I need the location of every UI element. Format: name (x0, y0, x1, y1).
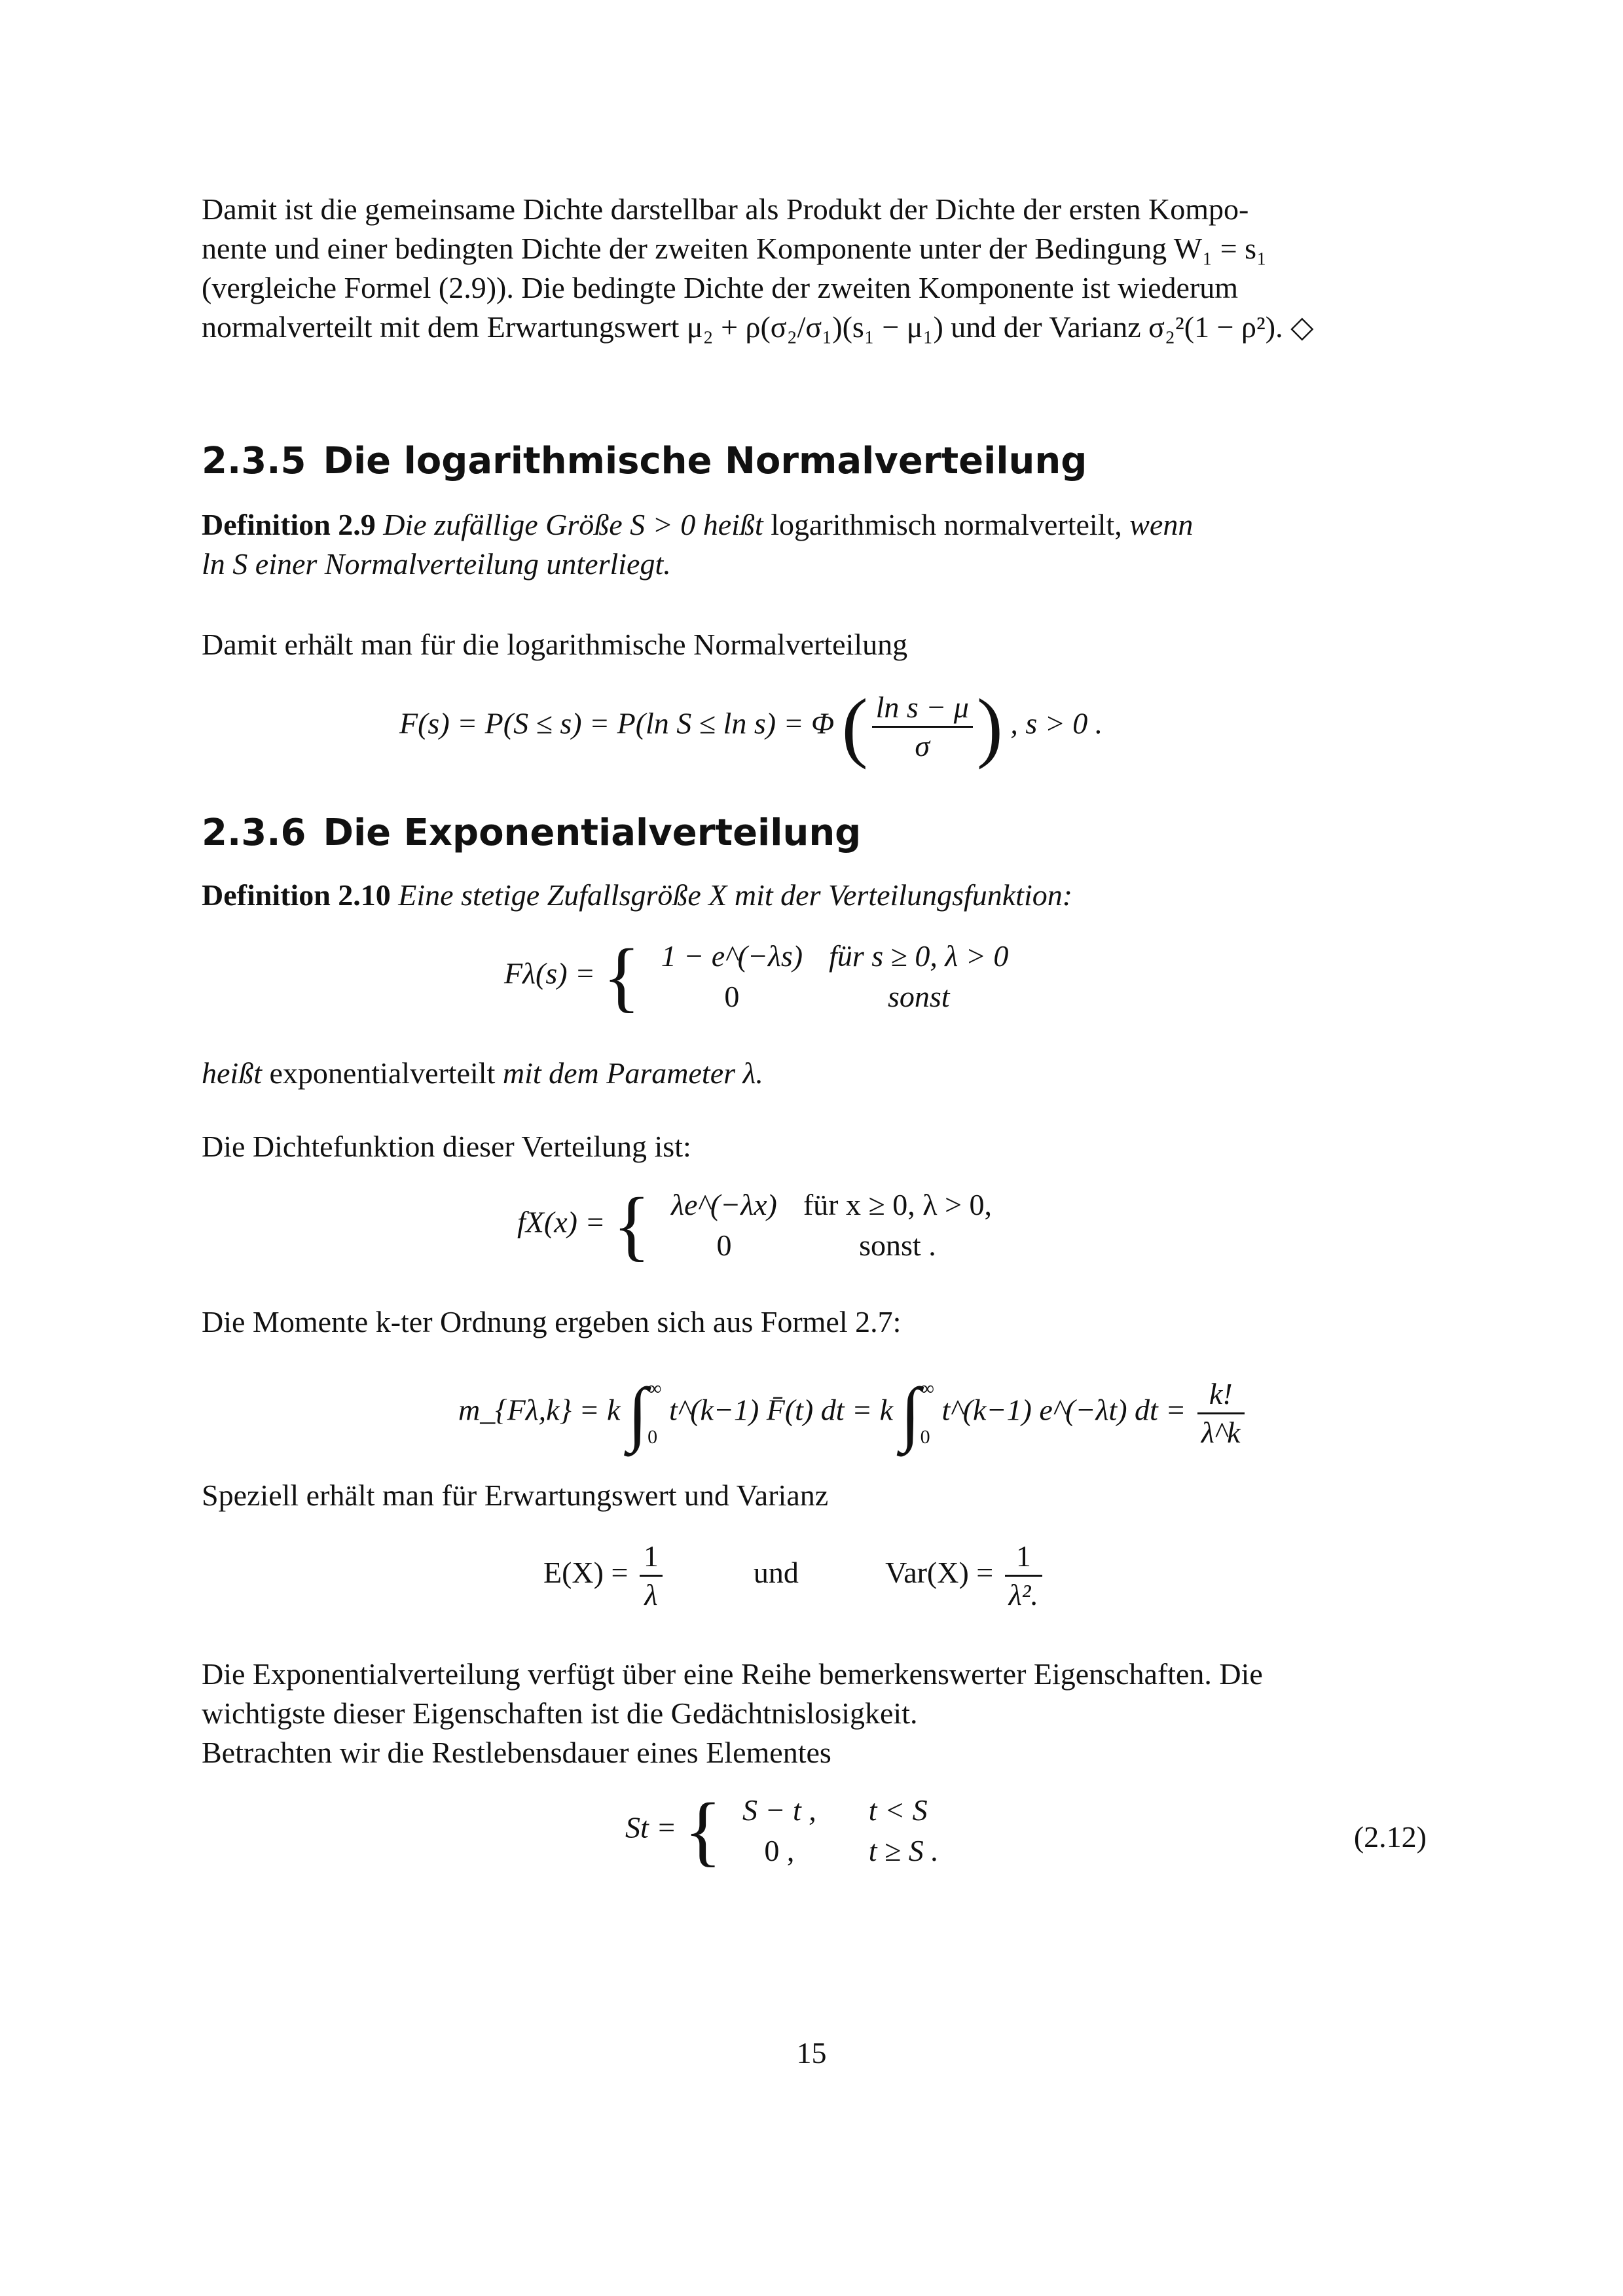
formula-left: F(s) = P(S ≤ s) = P(ln S ≤ ln s) = Φ (399, 706, 835, 740)
intro-line: normalverteilt mit dem Erwartungswert μ₂ + ρ(σ₂/σ₁)(s₁ − μ₁) und der Varianz σ₂²(1 − ρ²). ◇ (202, 310, 1314, 344)
integral-icon: ∫ (900, 1373, 921, 1453)
formula-right: , s > 0 . (1010, 706, 1103, 740)
fraction (640, 1538, 663, 1613)
definition-label: Definition 2.9 (202, 508, 376, 541)
paragraph-line: Die Exponentialverteilung verfügt über eine Reihe bemerkenswerter Eigenschaften. Die (202, 1657, 1263, 1691)
paragraph-line: Speziell erhält man für Erwartungswert und Varianz (202, 1479, 829, 1512)
fraction-numerator: k! (1197, 1376, 1245, 1414)
definition-text: Eine stetige Zufallsgröße X mit der Verteilungsfunktion: (398, 878, 1073, 912)
definition-2-9 (202, 505, 1426, 584)
formula-part: E(X) = (543, 1556, 629, 1590)
fraction-numerator: ln s − μ (872, 689, 973, 728)
definition-label: Definition 2.10 (202, 878, 391, 912)
fraction-denominator: σ (915, 728, 930, 762)
formula-part: Var(X) = (885, 1556, 994, 1590)
fraction-denominator: λ^k (1201, 1415, 1241, 1449)
density-intro (202, 1127, 1426, 1166)
lower-limit: 0 (920, 1426, 930, 1448)
cases (658, 1185, 1005, 1266)
fraction (1197, 1376, 1245, 1451)
left-brace-icon: { (684, 1787, 722, 1874)
paragraph-line: Betrachten wir die Restlebensdauer eines Elementes (202, 1736, 831, 1769)
fraction-denominator: λ (644, 1578, 658, 1611)
formula-left: Fλ(s) = (504, 956, 596, 990)
integral-limits (921, 1365, 934, 1462)
formula-left: fX(x) = (517, 1205, 606, 1239)
section-title: Die Exponentialverteilung (323, 812, 862, 854)
case-condition: sonst (887, 980, 950, 1013)
intro-line: (vergleiche Formel (2.9)). Die bedingte Dichte der zweiten Komponente ist wiederum (202, 271, 1239, 304)
moments-formula (458, 1365, 1249, 1462)
case-condition: t < S (868, 1793, 928, 1827)
definition-2-10 (202, 876, 1426, 915)
expectation-variance-formula (543, 1538, 1046, 1613)
formula-part: m_{Fλ,k} = k (458, 1393, 621, 1427)
case-value: 0 (716, 1229, 732, 1262)
right-paren-icon: ) (976, 683, 1003, 770)
upper-limit: ∞ (920, 1378, 935, 1399)
section-heading-lognormal (202, 439, 1087, 484)
fraction-numerator: 1 (1005, 1538, 1042, 1577)
page-number: 15 (796, 2036, 827, 2070)
remaining-lifetime-formula (625, 1787, 952, 1874)
case-value: 0 (724, 980, 740, 1013)
case-condition: sonst . (859, 1229, 936, 1262)
case-value: S − t , (742, 1793, 816, 1827)
after-definition (202, 1054, 1426, 1093)
paragraph-line: Die Dichtefunktion dieser Verteilung ist: (202, 1130, 691, 1163)
definition-text: ln S einer Normalverteilung unterliegt. (202, 547, 671, 581)
definition-text: mit dem Parameter λ. (502, 1056, 763, 1090)
case-condition: für x ≥ 0, λ > 0, (803, 1188, 992, 1221)
equation-number: (2.12) (1353, 1820, 1427, 1854)
fraction (872, 689, 973, 764)
formula-part: t^(k−1) F̄(t) dt = k (668, 1393, 893, 1427)
properties-paragraph (202, 1655, 1426, 1772)
definition-text: Die zufällige Größe S > 0 heißt (383, 508, 763, 541)
paragraph-line: Die Momente k-ter Ordnung ergeben sich aus Formel 2.7: (202, 1305, 902, 1338)
intro-paragraph (202, 190, 1426, 347)
definition-text: wenn (1129, 508, 1194, 541)
pdf-formula (517, 1181, 1005, 1268)
upper-limit: ∞ (647, 1378, 662, 1399)
left-paren-icon: ( (841, 683, 868, 770)
formula-part: und (753, 1556, 799, 1590)
cases (729, 1790, 952, 1871)
moments-intro (202, 1302, 1426, 1342)
fraction-denominator: λ². (1008, 1578, 1038, 1611)
definition-term: exponentialverteilt (269, 1056, 496, 1090)
integral-icon: ∫ (627, 1373, 648, 1453)
cases (648, 936, 1022, 1017)
definition-term: logarithmisch normalverteilt, (771, 508, 1122, 541)
paragraph-line: Damit erhält man für die logarithmische Normalverteilung (202, 628, 908, 661)
lower-limit: 0 (647, 1426, 658, 1448)
lognormal-text (202, 625, 1426, 664)
cdf-formula (504, 933, 1021, 1020)
case-value: 1 − e^(−λs) (661, 939, 803, 973)
lognormal-formula (399, 683, 1103, 770)
left-brace-icon: { (612, 1181, 651, 1268)
fraction-numerator: 1 (640, 1538, 663, 1577)
special-intro (202, 1476, 1426, 1515)
intro-line: Damit ist die gemeinsame Dichte darstellbar als Produkt der Dichte der ersten Kompo- (202, 192, 1249, 226)
section-number: 2.3.6 (202, 812, 306, 854)
section-title: Die logarithmische Normalverteilung (323, 440, 1087, 482)
formula-part: t^(k−1) e^(−λt) dt = (941, 1393, 1186, 1427)
fraction (1005, 1538, 1042, 1613)
formula-left: St = (625, 1810, 677, 1844)
definition-text: heißt (202, 1056, 262, 1090)
section-number: 2.3.5 (202, 440, 306, 482)
case-value: 0 , (764, 1834, 795, 1867)
case-condition: für s ≥ 0, λ > 0 (829, 939, 1009, 973)
left-brace-icon: { (602, 933, 641, 1020)
intro-line: nente und einer bedingten Dichte der zweiten Komponente unter der Bedingung W₁ = s₁ (202, 232, 1267, 265)
integral-limits (647, 1365, 661, 1462)
case-condition: t ≥ S . (868, 1834, 939, 1867)
case-value: λe^(−λx) (671, 1188, 777, 1221)
paragraph-line: wichtigste dieser Eigenschaften ist die Gedächtnislosigkeit. (202, 1696, 918, 1730)
section-heading-exponential (202, 810, 861, 856)
